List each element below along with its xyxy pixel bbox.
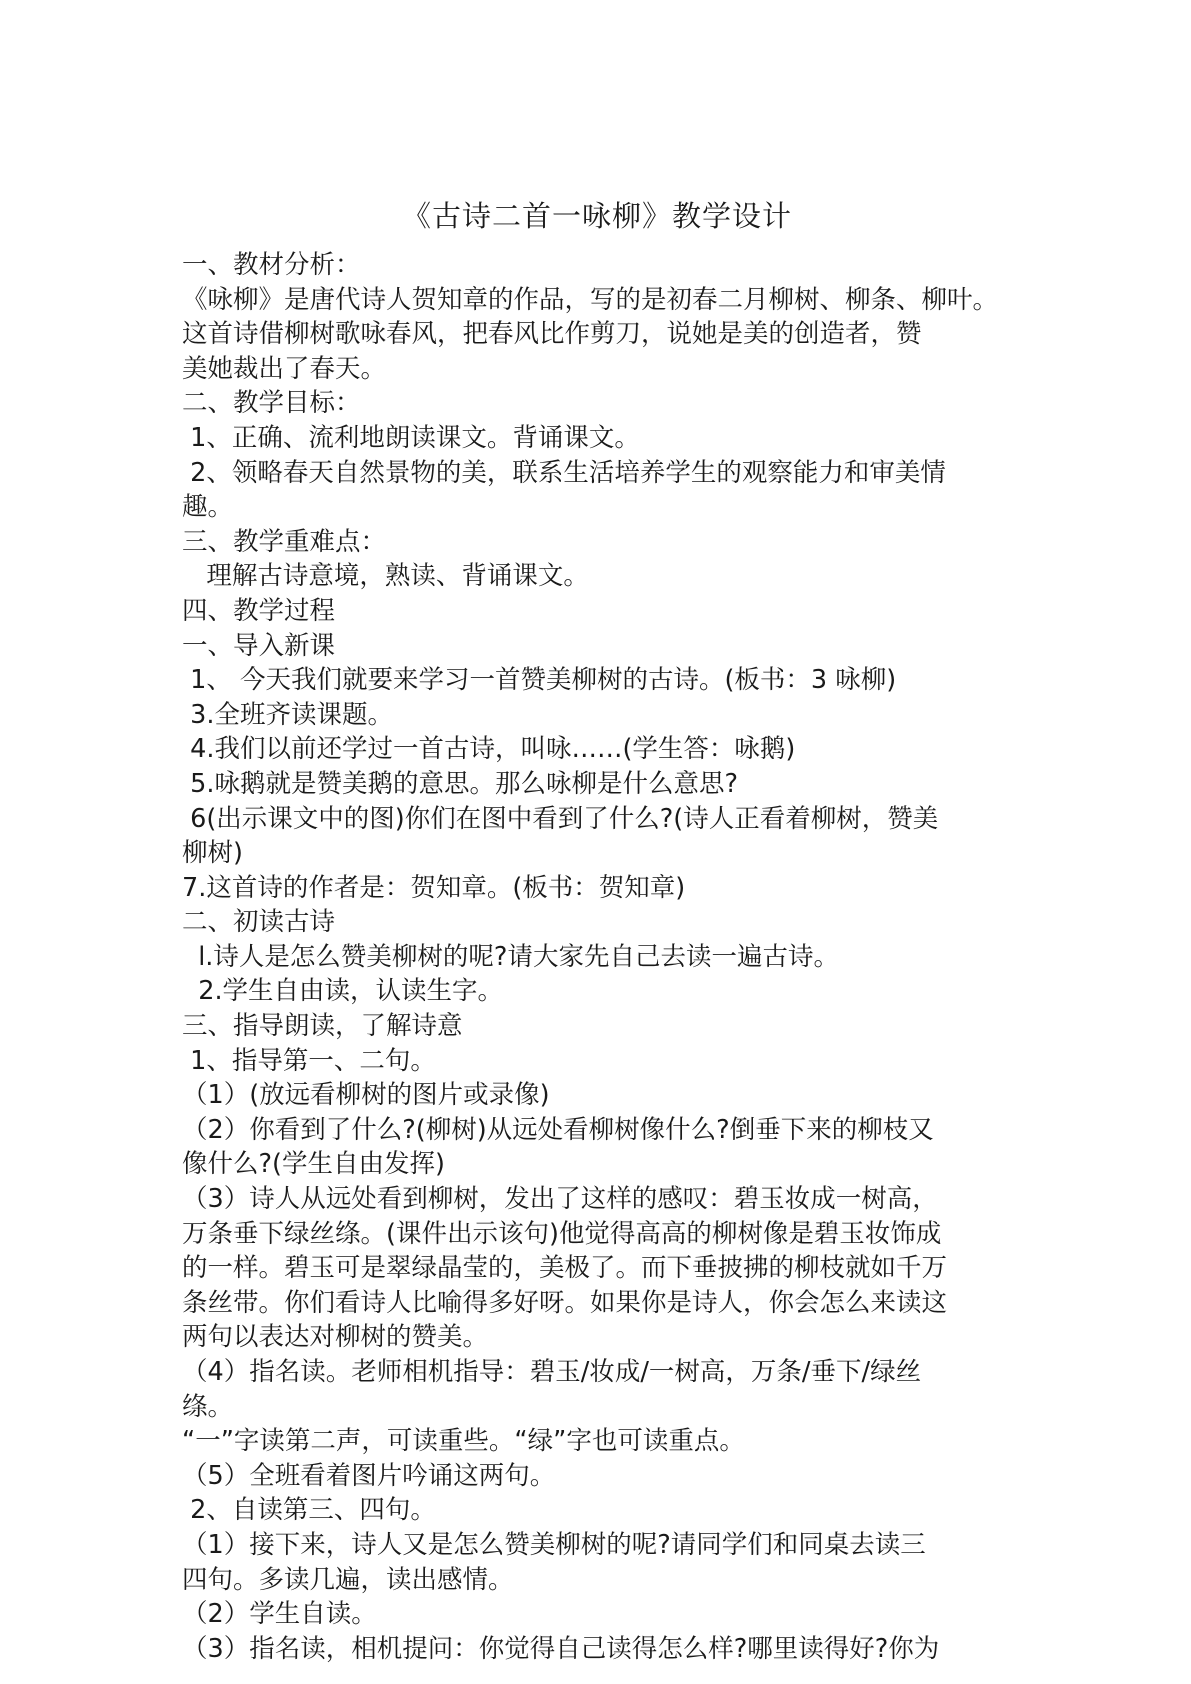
- document-title: 《古诗二首一咏柳》教学设计: [401, 199, 792, 233]
- paragraph-line: 条丝带。你们看诗人比喻得多好呀。如果你是诗人，你会怎么来读这: [182, 1287, 948, 1318]
- paragraph-line: 美她裁出了春天。: [182, 353, 387, 384]
- list-item: 2、自读第三、四句。: [182, 1495, 436, 1526]
- paragraph-line: 的一样。碧玉可是翠绿晶莹的，美极了。而下垂披拂的柳枝就如千万: [182, 1253, 948, 1284]
- list-item: l.诗人是怎么赞美柳树的呢?请大家先自己去读一遍古诗。: [182, 941, 839, 972]
- list-item: 1、 今天我们就要来学习一首赞美柳树的古诗。(板书：3 咏柳): [182, 665, 897, 696]
- list-item: （5）全班看着图片吟诵这两句。: [182, 1460, 556, 1491]
- list-item: 7.这首诗的作者是：贺知章。(板书：贺知章): [182, 872, 686, 903]
- document-body: [182, 248, 1012, 1666]
- list-item: 6(出示课文中的图)你们在图中看到了什么?(诗人正看着柳树，赞美: [182, 803, 939, 834]
- paragraph-line: 趣。: [182, 492, 234, 523]
- list-item: 2.学生自由读，认读生字。: [182, 976, 504, 1007]
- document-page: [182, 196, 1012, 1666]
- list-item: （3）指名读，相机提问：你觉得自己读得怎么样?哪里读得好?你为: [182, 1633, 940, 1664]
- paragraph-line: 万条垂下绿丝绦。(课件出示该句)他觉得高高的柳树像是碧玉妆饰成: [182, 1218, 942, 1249]
- paragraph-line: 《咏柳》是唐代诗人贺知章的作品，写的是初春二月柳树、柳条、柳叶。: [182, 284, 999, 315]
- section-heading-textbook-analysis: 一、教材分析：: [182, 250, 361, 280]
- list-item: （2）学生自读。: [182, 1599, 377, 1630]
- list-item: 1、正确、流利地朗读课文。背诵课文。: [182, 422, 640, 453]
- section-heading-teaching-goals: 二、教学目标：: [182, 388, 361, 419]
- list-item: 2、领略春天自然景物的美，联系生活培养学生的观察能力和审美情: [182, 457, 946, 488]
- list-item: 3.全班齐读课题。: [182, 699, 393, 730]
- section-heading-teaching-process: 四、教学过程: [182, 595, 336, 626]
- subsection-heading: 三、指导朗读，了解诗意: [182, 1011, 463, 1042]
- list-item: 4.我们以前还学过一首古诗，叫咏……(学生答：咏鹅): [182, 734, 796, 765]
- subsection-heading: 二、初读古诗: [182, 907, 336, 938]
- paragraph-line: 绦。: [182, 1391, 234, 1422]
- subsection-heading: 一、导入新课: [182, 630, 336, 661]
- paragraph-line: 像什么?(学生自由发挥): [182, 1149, 445, 1180]
- paragraph-line: 四句。多读几遍，读出感情。: [182, 1564, 514, 1595]
- paragraph-line: 这首诗借柳树歌咏春风，把春风比作剪刀，说她是美的创造者，赞: [182, 319, 922, 350]
- list-item: （1）(放远看柳树的图片或录像): [182, 1080, 550, 1111]
- section-heading-key-difficulties: 三、教学重难点：: [182, 526, 387, 557]
- list-item: （1）接下来，诗人又是怎么赞美柳树的呢?请同学们和同桌去读三: [182, 1529, 926, 1560]
- list-item: 5.咏鹅就是赞美鹅的意思。那么咏柳是什么意思?: [182, 768, 738, 799]
- paragraph-line: “一”字读第二声，可读重些。“绿”字也可读重点。: [182, 1426, 745, 1457]
- list-item: 1、指导第一、二句。: [182, 1045, 436, 1076]
- list-item: （3）诗人从远处看到柳树，发出了这样的感叹：碧玉妆成一树高，: [182, 1184, 938, 1215]
- paragraph-line: 理解古诗意境，熟读、背诵课文。: [182, 561, 589, 592]
- list-item: （2）你看到了什么?(柳树)从远处看柳树像什么?倒垂下来的柳枝又: [182, 1114, 934, 1145]
- paragraph-line: 柳树): [182, 838, 243, 869]
- list-item: （4）指名读。老师相机指导：碧玉/妆成/一树高，万条/垂下/绿丝: [182, 1357, 922, 1387]
- paragraph-line: 两句以表达对柳树的赞美。: [182, 1322, 489, 1353]
